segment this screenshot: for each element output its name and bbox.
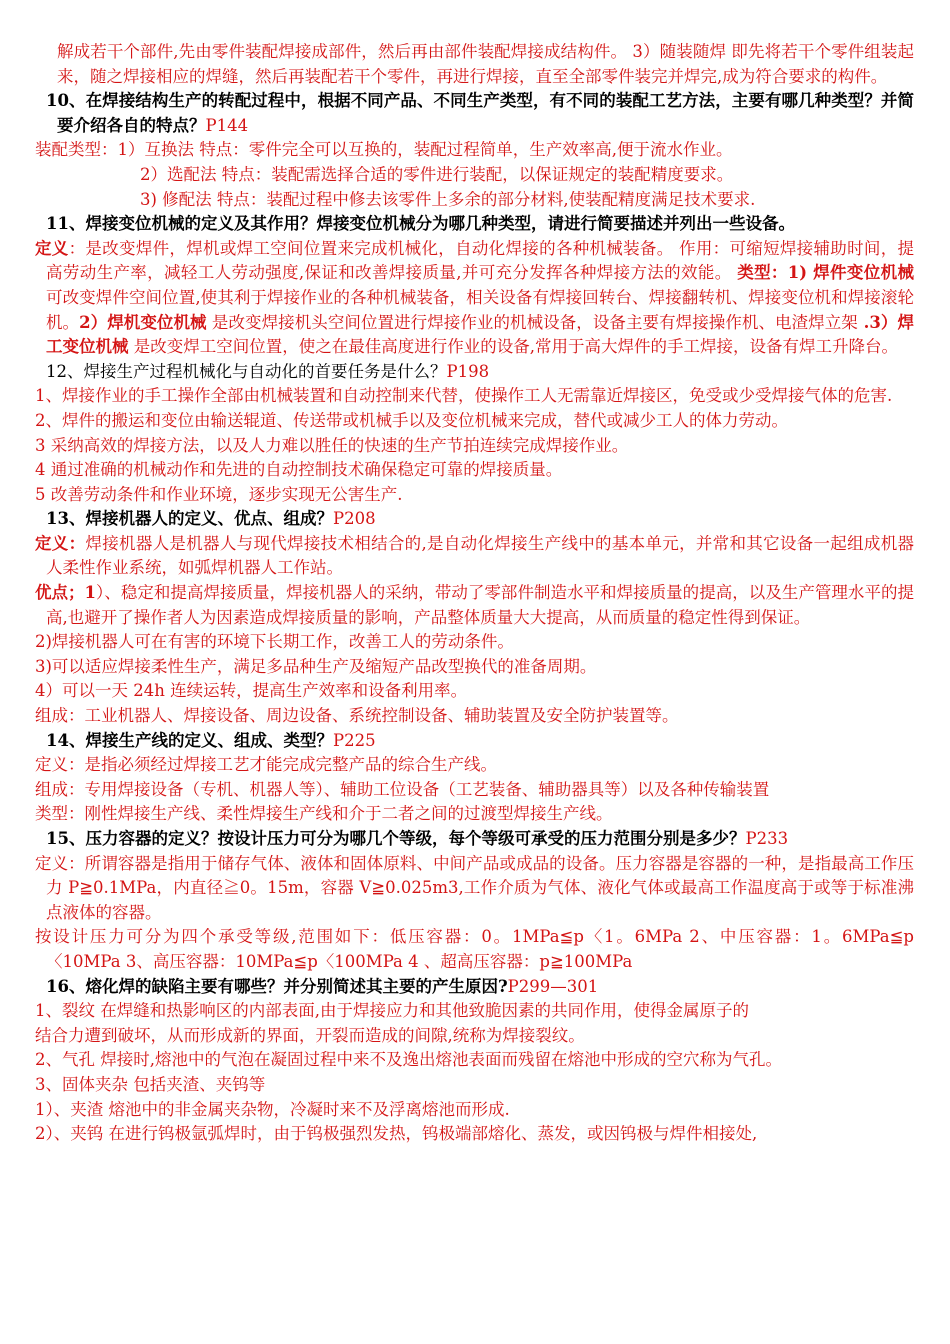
q12-answer-1: 1、焊接作业的手工操作全部由机械装置和自动控制来代替，使操作工人无需靠近焊接区，免受或少受焊接气体的危害. — [35, 386, 893, 406]
q13-composition: 组成：工业机器人、焊接设备、周边设备、系统控制设备、辅助装置及安全防护装置等。 — [35, 706, 679, 726]
q16-porosity: 2、气孔 焊接时,熔池中的气泡在凝固过程中来不及逸出熔池表面而残留在熔池中形成的空穴称为气孔。 — [35, 1050, 782, 1070]
q13-advantage-4: 4）可以一天 24h 连续运转，提高生产效率和设备利用率。 — [35, 681, 468, 701]
question-10-title — [46, 89, 914, 138]
q11-def-text: ：是改变焊件，焊机或焊工空间位置来完成机械化，自动化焊接的各种机械装备。 作用：可缩短焊接辅助时间，提高劳动生产率，减轻工人劳动强度,保证和改善焊接质量,并可充分发挥各种焊接方法的效能。 — [46, 238, 914, 283]
q13-def-text: 焊接机器人是机器人与现代焊接技术相结合的,是自动化焊接生产线中的基本单元，并常和其它设备一起组成机器人柔性作业系统，如弧焊机器人工作站。 — [46, 533, 915, 578]
q13-adv-label: 优点；1 — [35, 583, 97, 603]
question-12-text: 12、焊接生产过程机械化与自动化的首要任务是什么？ — [46, 361, 447, 381]
question-13-title — [46, 507, 914, 532]
q16-tungsten: 2）、夹钨 在进行钨极氩弧焊时，由于钨极强烈发热，钨极端部熔化、蒸发，或因钨极与焊件相接处, — [35, 1124, 758, 1144]
question-16-text: 16、熔化焊的缺陷主要有哪些？并分别简述其主要的产生原因? — [46, 976, 508, 996]
q14-definition: 定义：是指必须经过焊接工艺才能完成完整产品的综合生产线。 — [35, 755, 497, 775]
q11-type3-label: .3）焊工变位机械 — [46, 312, 914, 357]
question-10-text: 10、在焊接结构生产的转配过程中，根据不同产品、不同生产类型，有不同的装配工艺方法，主要有哪几种类型？并简要介绍各自的特点？ — [46, 91, 914, 135]
question-10-page: P144 — [205, 115, 249, 135]
question-12-page: P198 — [446, 361, 490, 381]
q14-composition: 组成：专用焊接设备（专机、机器人等）、辅助工位设备（工艺装备、辅助器具等）以及各种传输装置 — [35, 779, 770, 799]
question-16-title — [46, 975, 914, 1000]
q13-adv-text: ）、稳定和提高焊接质量，焊接机器人的采纳，带动了零部件制造水平和焊接质量的提高，以及生产管理水平的提高,也避开了操作者人为因素造成焊接质量的影响，产品整体质量大大提高，从而质量的稳定性得到保证。 — [46, 583, 914, 627]
q16-inclusion: 3、固体夹杂 包括夹渣、夹钨等 — [35, 1074, 266, 1094]
q11-type1-text: 可改变焊件空间位置,使其利于焊接作业的各种机械装备，相关设备有焊接回转台、焊接翻转机、焊接变位机和焊接滚轮机。 — [46, 287, 914, 332]
q12-answer-4: 4 通过准确的机械动作和先进的自动控制技术确保稳定可靠的焊接质量。 — [35, 460, 563, 480]
q15-definition: 定义：所谓容器是指用于储存气体、液体和固体原料、中间产品或成品的设备。压力容器是容器的一种，是指最高工作压力 P≧0.1MPa，内直径≧0。15m，容器 V≧0.025m3,工作介质为气体、液化气体或最高工作温度高于或等于标准沸点液体的容器。 — [35, 853, 914, 922]
q10-answer-2: 2）选配法 特点：装配需选择合适的零件进行装配，以保证规定的装配精度要求。 — [140, 164, 734, 184]
q13-def-label: 定义： — [35, 533, 86, 553]
q16-crack-line-1: 1、裂纹 在焊缝和热影响区的内部表面,由于焊接应力和其他致脆因素的共同作用，使得金属原子的 — [35, 1001, 749, 1021]
question-11-title: 11、焊接变位机械的定义及其作用？焊接变位机械分为哪几种类型，请进行简要描述并列出一些设备。 — [46, 214, 795, 234]
question-14-title — [46, 729, 914, 754]
q12-answer-5: 5 改善劳动条件和作业环境，逐步实现无公害生产. — [35, 484, 403, 504]
q16-crack-line-2: 结合力遭到破坏，从而形成新的界面，开裂而造成的间隙,统称为焊接裂纹。 — [35, 1025, 585, 1045]
q15-pressure-levels: 按设计压力可分为四个承受等级,范围如下：低压容器：0。1MPa≦p〈1。6MPa 2、中压容器：1。6MPa≦p〈10MPa 3、高压容器：10MPa≦p〈100MPa 4 、超高压容器：p≧100MPa — [35, 927, 914, 971]
continued-paragraph: 解成若干个部件,先由零件装配焊接成部件，然后再由部件装配焊接成结构件。 3）随装随焊 即先将若干个零件组装起来，随之焊接相应的焊缝，然后再装配若干个零件，再进行焊接，直至全部零件装完并焊完,成为符合要求的构件。 — [57, 42, 914, 86]
q10-answer-3: 3) 修配法 特点：装配过程中修去该零件上多余的部分材料,使装配精度满足技术要求. — [140, 189, 756, 209]
q13-definition — [35, 532, 914, 581]
q13-advantage-1 — [35, 581, 914, 630]
q14-types: 类型：刚性焊接生产线、柔性焊接生产线和介于二者之间的过渡型焊接生产线。 — [35, 804, 613, 824]
q11-answer — [35, 237, 914, 360]
question-12-title — [46, 360, 914, 385]
question-15-title — [46, 827, 914, 852]
question-14-text: 14、焊接生产线的定义、组成、类型？ — [46, 730, 333, 750]
q11-type3-text: 是改变焊工空间位置，使之在最佳高度进行作业的设备,常用于高大焊件的手工焊接，设备有焊工升降台。 — [128, 337, 898, 357]
q12-answer-3: 3 采纳高效的焊接方法，以及人力难以胜任的快速的生产节拍连续完成焊接作业。 — [35, 435, 629, 455]
question-16-page: P299—301 — [507, 976, 599, 996]
q11-type-label: 类型：1) 焊件变位机械 — [737, 263, 914, 283]
question-13-text: 13、焊接机器人的定义、优点、组成？ — [46, 509, 333, 529]
q13-advantage-2: 2)焊接机器人可在有害的环境下长期工作，改善工人的劳动条件。 — [35, 632, 514, 652]
q11-type2-label: 2）焊机变位机械 — [79, 312, 207, 332]
document-body — [35, 40, 915, 1147]
question-13-page: P208 — [332, 509, 376, 529]
question-15-text: 15、压力容器的定义？按设计压力可分为哪几个等级，每个等级可承受的压力范围分别是多少？ — [46, 829, 746, 848]
q11-type2-text: 是改变焊接机头空间位置进行焊接作业的机械设备，设备主要有焊接操作机、电渣焊立架 — [206, 312, 858, 332]
q12-answer-2: 2、焊件的搬运和变位由输送辊道、传送带或机械手以及变位机械来完成，替代或减少工人的体力劳动。 — [35, 410, 788, 430]
question-15-page: P233 — [745, 829, 789, 848]
q10-answer-1: 装配类型：1）互换法 特点：零件完全可以互换的，装配过程简单，生产效率高,便于流水作业。 — [35, 140, 733, 160]
q16-slag: 1）、夹渣 熔池中的非金属夹杂物，冷凝时来不及浮离熔池而形成. — [35, 1099, 510, 1119]
question-14-page: P225 — [332, 730, 376, 750]
q13-advantage-3: 3)可以适应焊接柔性生产，满足多品种生产及缩短产品改型换代的准备周期。 — [35, 656, 597, 676]
q11-def-label: 定义 — [35, 238, 69, 258]
